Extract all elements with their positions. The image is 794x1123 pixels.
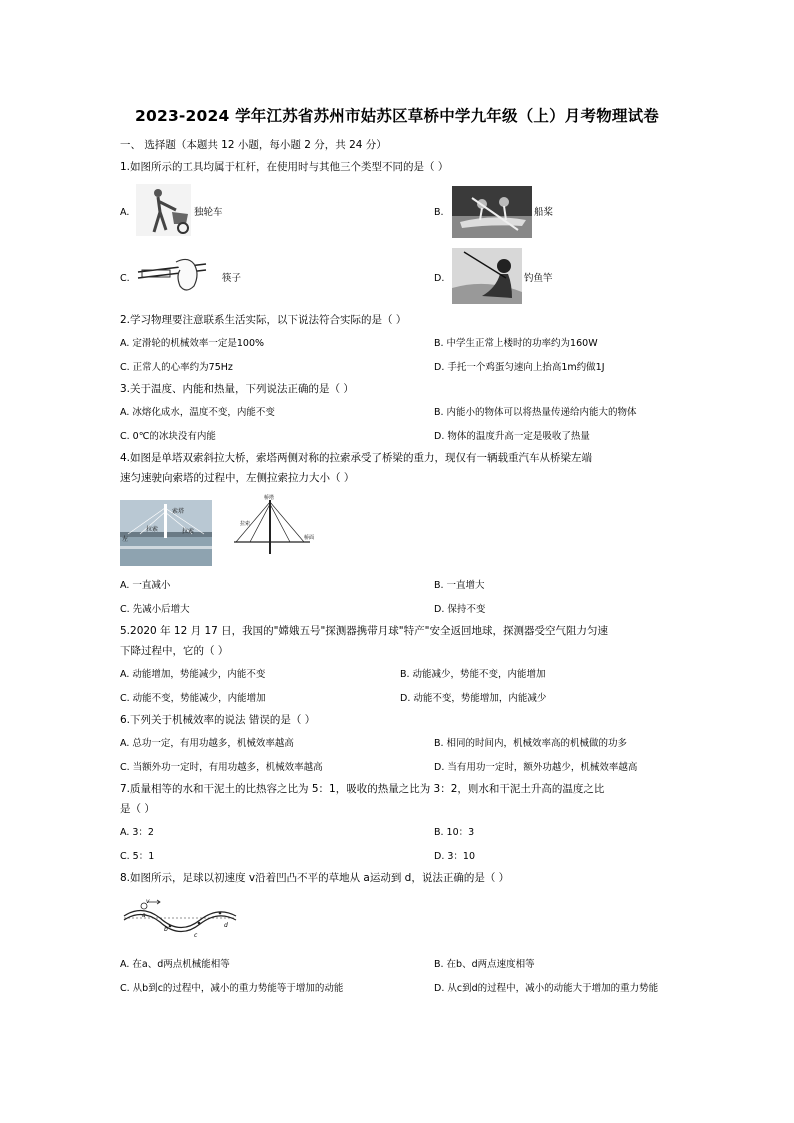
diagram-label-cable: 拉索 (240, 521, 251, 527)
question-1-stem: 1.如图所示的工具均属于杠杆，在使用时与其他三个类型不同的是（ ） (120, 161, 449, 173)
q5-option-a: A. 动能增加，势能减少，内能不变 (120, 669, 266, 680)
question-7-stem-line1: 7.质量相等的水和干泥土的比热容之比为 5：1，吸收的热量之比为 3：2，则水和干泥土升高的温度之比 (120, 783, 605, 795)
section-heading: 一、 选择题（本题共 12 小题，每小题 2 分，共 24 分） (120, 139, 387, 151)
q1-option-c-letter: C. (120, 273, 130, 284)
question-5-stem-line1: 5.2020 年 12 月 17 日，我国的"嫦娥五号"探测器携带月球"特产"安全返回地球，探测器受空气阻力匀速 (120, 625, 608, 637)
chopsticks-image (136, 256, 211, 298)
wheelbarrow-image (136, 184, 191, 236)
q1-option-a-text: 独轮车 (194, 207, 223, 218)
q7-option-d: D. 3：10 (434, 851, 475, 862)
figure-label-b: b (164, 926, 168, 933)
q1-option-c-text: 筷子 (222, 273, 242, 284)
page-title: 2023-2024 学年江苏省苏州市姑苏区草桥中学九年级（上）月考物理试卷 (134, 107, 659, 125)
diagram-label-deck: 桥面 (304, 535, 315, 541)
photo-label-left: 左 (122, 536, 129, 543)
q6-option-b: B. 相同的时间内，机械效率高的机械做的功多 (434, 738, 628, 749)
q1-option-a-letter: A. (120, 207, 130, 218)
question-8-stem: 8.如图所示，足球以初速度 v沿着凹凸不平的草地从 a运动到 d，说法正确的是（ ） (120, 872, 510, 884)
q2-option-a: A. 定滑轮的机械效率一定是100% (120, 338, 265, 349)
q5-option-c: C. 动能不变，势能减少，内能增加 (120, 693, 266, 704)
question-4-stem-line1: 4.如图是单塔双索斜拉大桥，索塔两侧对称的拉索承受了桥梁的重力，现仅有一辆载重汽车从桥梁左端 (120, 452, 593, 464)
q3-option-c: C. 0℃的冰块没有内能 (120, 431, 216, 442)
q5-option-b: B. 动能减少，势能不变，内能增加 (400, 669, 546, 680)
question-5-stem-line2: 下降过程中，它的（ ） (120, 645, 229, 657)
q8-option-d: D. 从c到d的过程中，减小的动能大于增加的重力势能 (434, 983, 659, 994)
photo-label-tower: 索塔 (172, 508, 185, 515)
q8-option-b: B. 在b、d两点速度相等 (434, 959, 535, 970)
q6-option-a: A. 总功一定，有用功越多，机械效率越高 (120, 738, 294, 749)
question-2-stem: 2.学习物理要注意联系生活实际，以下说法符合实际的是（ ） (120, 314, 407, 326)
q6-option-d: D. 当有用功一定时，额外功越少，机械效率越高 (434, 762, 638, 773)
q1-option-d-text: 钓鱼竿 (524, 273, 553, 284)
bridge-photo (120, 500, 212, 566)
fishing-rod-image (452, 248, 522, 304)
q7-option-b: B. 10：3 (434, 827, 475, 838)
q7-option-a: A. 3：2 (120, 827, 154, 838)
question-7-stem-line2: 是（ ） (120, 803, 155, 815)
figure-label-a: a (142, 912, 146, 919)
q1-option-b-letter: B. (434, 207, 444, 218)
diagram-label-tower: 桥塔 (264, 495, 275, 501)
q1-option-d-letter: D. (434, 273, 445, 284)
photo-label-cable-left: 拉索 (146, 526, 159, 533)
q6-option-c: C. 当额外功一定时，有用功越多，机械效率越高 (120, 762, 323, 773)
q5-option-d: D. 动能不变，势能增加，内能减少 (400, 693, 547, 704)
question-6-stem: 6.下列关于机械效率的说法 错误的是（ ） (120, 714, 316, 726)
figure-label-d: d (224, 922, 228, 929)
figure-label-c: c (194, 932, 198, 939)
bridge-diagram (230, 494, 320, 556)
q8-option-a: A. 在a、d两点机械能相等 (120, 959, 230, 970)
q2-option-d: D. 手托一个鸡蛋匀速向上抬高1m约做1J (434, 362, 605, 373)
q3-option-d: D. 物体的温度升高一定是吸收了热量 (434, 431, 590, 442)
q4-option-c: C. 先减小后增大 (120, 604, 190, 615)
figure-label-v: v (146, 898, 150, 905)
q4-option-d: D. 保持不变 (434, 604, 486, 615)
q8-option-c: C. 从b到c的过程中，减小的重力势能等于增加的动能 (120, 983, 344, 994)
q1-option-b-text: 船桨 (534, 207, 554, 218)
q2-option-c: C. 正常人的心率约为75Hz (120, 362, 233, 373)
ball-path-figure (120, 896, 238, 944)
rowing-paddle-image (452, 186, 532, 238)
photo-label-cable-right: 拉索 (182, 528, 195, 535)
q4-option-a: A. 一直减小 (120, 580, 171, 591)
q7-option-c: C. 5：1 (120, 851, 155, 862)
q3-option-a: A. 冰熔化成水，温度不变，内能不变 (120, 407, 275, 418)
question-3-stem: 3.关于温度、内能和热量，下列说法正确的是（ ） (120, 383, 354, 395)
question-4-stem-line2: 速匀速驶向索塔的过程中，左侧拉索拉力大小（ ） (120, 472, 355, 484)
q3-option-b: B. 内能小的物体可以将热量传递给内能大的物体 (434, 407, 637, 418)
q2-option-b: B. 中学生正常上楼时的功率约为160W (434, 338, 598, 349)
q4-option-b: B. 一直增大 (434, 580, 485, 591)
